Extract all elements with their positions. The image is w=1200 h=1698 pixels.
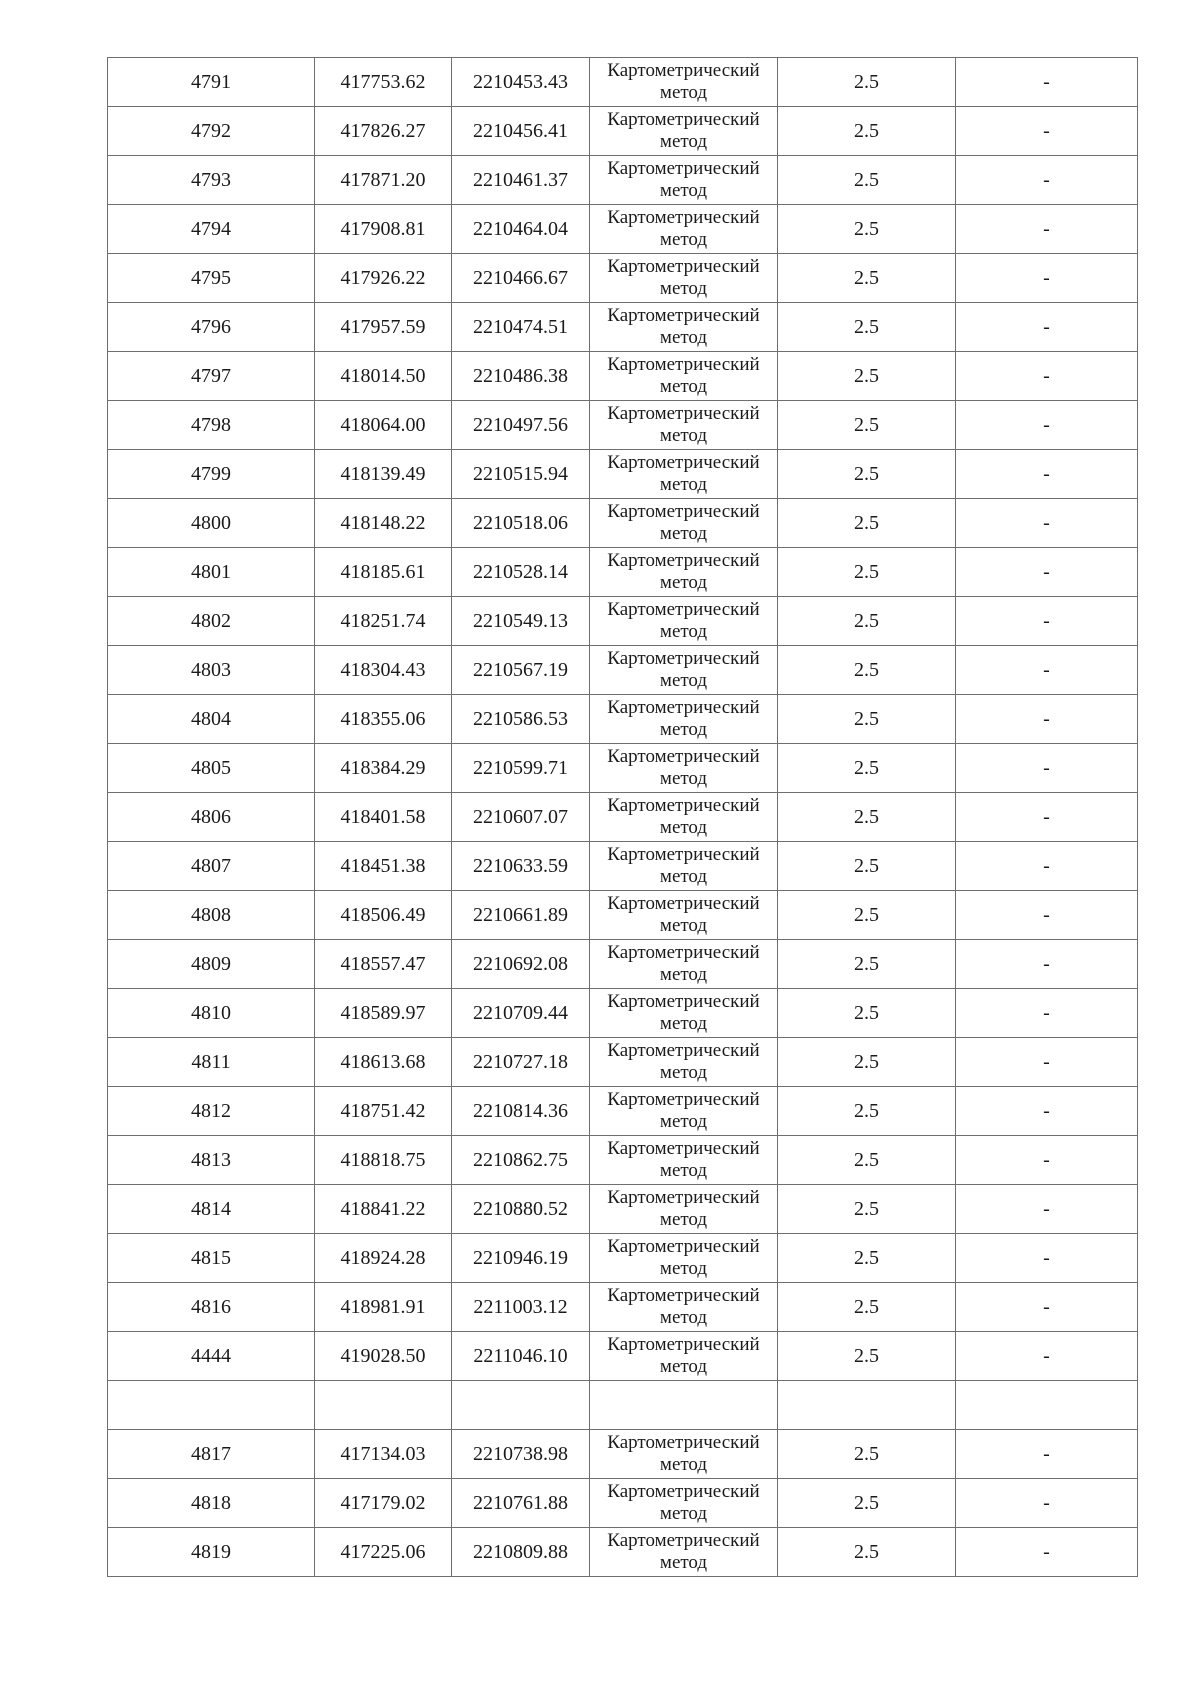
method-cell: Картометрический метод (590, 1234, 778, 1283)
x-coordinate-cell: 418818.75 (315, 1136, 452, 1185)
method-cell: Картометрический метод (590, 1283, 778, 1332)
x-coordinate-cell: 417908.81 (315, 205, 452, 254)
x-coordinate-cell: 417225.06 (315, 1528, 452, 1577)
method-cell: Картометрический метод (590, 1479, 778, 1528)
point-number-cell: 4809 (108, 940, 315, 989)
table-row (108, 107, 1138, 156)
y-coordinate-cell: 2210528.14 (452, 548, 590, 597)
method-cell: Картометрический метод (590, 58, 778, 107)
method-cell: Картометрический метод (590, 254, 778, 303)
table-row (108, 1136, 1138, 1185)
point-number-cell: 4815 (108, 1234, 315, 1283)
note-cell: - (956, 58, 1138, 107)
x-coordinate-cell: 418981.91 (315, 1283, 452, 1332)
note-cell: - (956, 1283, 1138, 1332)
note-cell: - (956, 891, 1138, 940)
method-cell: Картометрический метод (590, 352, 778, 401)
y-coordinate-cell: 2210738.98 (452, 1430, 590, 1479)
accuracy-cell: 2.5 (778, 499, 956, 548)
table-row (108, 499, 1138, 548)
table-row (108, 744, 1138, 793)
x-coordinate-cell: 418185.61 (315, 548, 452, 597)
y-coordinate-cell: 2210515.94 (452, 450, 590, 499)
note-cell: - (956, 1234, 1138, 1283)
table-row (108, 1087, 1138, 1136)
table-row (108, 450, 1138, 499)
x-coordinate-cell: 418355.06 (315, 695, 452, 744)
note-cell: - (956, 1136, 1138, 1185)
method-cell: Картометрический метод (590, 1185, 778, 1234)
note-cell: - (956, 303, 1138, 352)
x-coordinate-cell: 419028.50 (315, 1332, 452, 1381)
x-coordinate-cell: 418014.50 (315, 352, 452, 401)
x-coordinate-cell: 418064.00 (315, 401, 452, 450)
method-cell (590, 1381, 778, 1430)
accuracy-cell: 2.5 (778, 646, 956, 695)
accuracy-cell: 2.5 (778, 548, 956, 597)
point-number-cell: 4795 (108, 254, 315, 303)
y-coordinate-cell: 2210453.43 (452, 58, 590, 107)
table-row (108, 401, 1138, 450)
accuracy-cell: 2.5 (778, 1234, 956, 1283)
y-coordinate-cell: 2210461.37 (452, 156, 590, 205)
method-cell: Картометрический метод (590, 1136, 778, 1185)
note-cell: - (956, 156, 1138, 205)
table-row (108, 58, 1138, 107)
method-cell: Картометрический метод (590, 646, 778, 695)
accuracy-cell: 2.5 (778, 450, 956, 499)
point-number-cell: 4818 (108, 1479, 315, 1528)
x-coordinate-cell: 418506.49 (315, 891, 452, 940)
x-coordinate-cell: 417753.62 (315, 58, 452, 107)
y-coordinate-cell: 2210633.59 (452, 842, 590, 891)
y-coordinate-cell: 2210692.08 (452, 940, 590, 989)
x-coordinate-cell: 418613.68 (315, 1038, 452, 1087)
point-number-cell: 4813 (108, 1136, 315, 1185)
coordinates-table-body (108, 58, 1138, 1577)
accuracy-cell: 2.5 (778, 1038, 956, 1087)
y-coordinate-cell: 2210466.67 (452, 254, 590, 303)
point-number-cell: 4816 (108, 1283, 315, 1332)
table-row (108, 1430, 1138, 1479)
method-cell: Картометрический метод (590, 1528, 778, 1577)
note-cell: - (956, 1332, 1138, 1381)
note-cell: - (956, 499, 1138, 548)
accuracy-cell: 2.5 (778, 1136, 956, 1185)
method-cell: Картометрический метод (590, 940, 778, 989)
y-coordinate-cell: 2210814.36 (452, 1087, 590, 1136)
table-row (108, 1283, 1138, 1332)
method-cell: Картометрический метод (590, 499, 778, 548)
note-cell: - (956, 1430, 1138, 1479)
table-row (108, 597, 1138, 646)
note-cell: - (956, 352, 1138, 401)
note-cell: - (956, 744, 1138, 793)
y-coordinate-cell: 2210809.88 (452, 1528, 590, 1577)
method-cell: Картометрический метод (590, 303, 778, 352)
note-cell (956, 1381, 1138, 1430)
y-coordinate-cell: 2210549.13 (452, 597, 590, 646)
y-coordinate-cell: 2211003.12 (452, 1283, 590, 1332)
table-row (108, 989, 1138, 1038)
point-number-cell: 4807 (108, 842, 315, 891)
point-number-cell: 4804 (108, 695, 315, 744)
y-coordinate-cell: 2210599.71 (452, 744, 590, 793)
x-coordinate-cell: 417134.03 (315, 1430, 452, 1479)
point-number-cell: 4444 (108, 1332, 315, 1381)
table-row (108, 1234, 1138, 1283)
accuracy-cell: 2.5 (778, 1430, 956, 1479)
y-coordinate-cell: 2210464.04 (452, 205, 590, 254)
method-cell: Картометрический метод (590, 1087, 778, 1136)
accuracy-cell: 2.5 (778, 254, 956, 303)
method-cell: Картометрический метод (590, 842, 778, 891)
note-cell: - (956, 1479, 1138, 1528)
y-coordinate-cell: 2210486.38 (452, 352, 590, 401)
point-number-cell: 4814 (108, 1185, 315, 1234)
method-cell: Картометрический метод (590, 597, 778, 646)
point-number-cell: 4806 (108, 793, 315, 842)
accuracy-cell: 2.5 (778, 940, 956, 989)
point-number-cell: 4799 (108, 450, 315, 499)
accuracy-cell: 2.5 (778, 597, 956, 646)
y-coordinate-cell: 2210946.19 (452, 1234, 590, 1283)
accuracy-cell: 2.5 (778, 1332, 956, 1381)
note-cell: - (956, 1185, 1138, 1234)
note-cell: - (956, 107, 1138, 156)
method-cell: Картометрический метод (590, 695, 778, 744)
method-cell: Картометрический метод (590, 1038, 778, 1087)
note-cell: - (956, 597, 1138, 646)
x-coordinate-cell: 418148.22 (315, 499, 452, 548)
x-coordinate-cell: 418841.22 (315, 1185, 452, 1234)
table-row (108, 1185, 1138, 1234)
note-cell: - (956, 450, 1138, 499)
point-number-cell: 4796 (108, 303, 315, 352)
point-number-cell: 4793 (108, 156, 315, 205)
accuracy-cell: 2.5 (778, 1087, 956, 1136)
point-number-cell: 4801 (108, 548, 315, 597)
x-coordinate-cell: 417926.22 (315, 254, 452, 303)
method-cell: Картометрический метод (590, 891, 778, 940)
accuracy-cell: 2.5 (778, 989, 956, 1038)
point-number-cell: 4803 (108, 646, 315, 695)
accuracy-cell: 2.5 (778, 1479, 956, 1528)
point-number-cell: 4791 (108, 58, 315, 107)
x-coordinate-cell: 418751.42 (315, 1087, 452, 1136)
x-coordinate-cell (315, 1381, 452, 1430)
y-coordinate-cell: 2210880.52 (452, 1185, 590, 1234)
table-row (108, 1381, 1138, 1430)
note-cell: - (956, 1528, 1138, 1577)
note-cell: - (956, 1087, 1138, 1136)
point-number-cell: 4792 (108, 107, 315, 156)
x-coordinate-cell: 417957.59 (315, 303, 452, 352)
point-number-cell: 4797 (108, 352, 315, 401)
x-coordinate-cell: 417871.20 (315, 156, 452, 205)
point-number-cell: 4800 (108, 499, 315, 548)
y-coordinate-cell: 2210607.07 (452, 793, 590, 842)
accuracy-cell: 2.5 (778, 1528, 956, 1577)
table-row (108, 695, 1138, 744)
method-cell: Картометрический метод (590, 450, 778, 499)
x-coordinate-cell: 418139.49 (315, 450, 452, 499)
note-cell: - (956, 793, 1138, 842)
point-number-cell: 4810 (108, 989, 315, 1038)
y-coordinate-cell (452, 1381, 590, 1430)
method-cell: Картометрический метод (590, 156, 778, 205)
y-coordinate-cell: 2210497.56 (452, 401, 590, 450)
accuracy-cell: 2.5 (778, 352, 956, 401)
point-number-cell: 4819 (108, 1528, 315, 1577)
y-coordinate-cell: 2211046.10 (452, 1332, 590, 1381)
accuracy-cell (778, 1381, 956, 1430)
point-number-cell: 4794 (108, 205, 315, 254)
accuracy-cell: 2.5 (778, 891, 956, 940)
x-coordinate-cell: 418451.38 (315, 842, 452, 891)
note-cell: - (956, 1038, 1138, 1087)
table-row (108, 205, 1138, 254)
x-coordinate-cell: 418589.97 (315, 989, 452, 1038)
y-coordinate-cell: 2210586.53 (452, 695, 590, 744)
table-row (108, 842, 1138, 891)
x-coordinate-cell: 418384.29 (315, 744, 452, 793)
y-coordinate-cell: 2210862.75 (452, 1136, 590, 1185)
note-cell: - (956, 940, 1138, 989)
x-coordinate-cell: 418304.43 (315, 646, 452, 695)
note-cell: - (956, 695, 1138, 744)
coordinates-table (107, 57, 1138, 1577)
accuracy-cell: 2.5 (778, 1283, 956, 1332)
y-coordinate-cell: 2210456.41 (452, 107, 590, 156)
method-cell: Картометрический метод (590, 744, 778, 793)
method-cell: Картометрический метод (590, 1332, 778, 1381)
y-coordinate-cell: 2210761.88 (452, 1479, 590, 1528)
y-coordinate-cell: 2210727.18 (452, 1038, 590, 1087)
y-coordinate-cell: 2210474.51 (452, 303, 590, 352)
point-number-cell: 4811 (108, 1038, 315, 1087)
accuracy-cell: 2.5 (778, 401, 956, 450)
accuracy-cell: 2.5 (778, 744, 956, 793)
point-number-cell: 4808 (108, 891, 315, 940)
table-row (108, 254, 1138, 303)
accuracy-cell: 2.5 (778, 793, 956, 842)
x-coordinate-cell: 418557.47 (315, 940, 452, 989)
accuracy-cell: 2.5 (778, 107, 956, 156)
table-row (108, 548, 1138, 597)
accuracy-cell: 2.5 (778, 303, 956, 352)
accuracy-cell: 2.5 (778, 695, 956, 744)
method-cell: Картометрический метод (590, 548, 778, 597)
y-coordinate-cell: 2210661.89 (452, 891, 590, 940)
y-coordinate-cell: 2210518.06 (452, 499, 590, 548)
point-number-cell: 4812 (108, 1087, 315, 1136)
note-cell: - (956, 989, 1138, 1038)
note-cell: - (956, 401, 1138, 450)
point-number-cell: 4802 (108, 597, 315, 646)
accuracy-cell: 2.5 (778, 842, 956, 891)
point-number-cell: 4798 (108, 401, 315, 450)
table-row (108, 1332, 1138, 1381)
point-number-cell (108, 1381, 315, 1430)
accuracy-cell: 2.5 (778, 156, 956, 205)
method-cell: Картометрический метод (590, 793, 778, 842)
table-row (108, 156, 1138, 205)
accuracy-cell: 2.5 (778, 58, 956, 107)
table-row (108, 1528, 1138, 1577)
method-cell: Картометрический метод (590, 205, 778, 254)
method-cell: Картометрический метод (590, 107, 778, 156)
table-row (108, 303, 1138, 352)
table-row (108, 793, 1138, 842)
x-coordinate-cell: 417179.02 (315, 1479, 452, 1528)
x-coordinate-cell: 418401.58 (315, 793, 452, 842)
accuracy-cell: 2.5 (778, 205, 956, 254)
table-row (108, 1038, 1138, 1087)
table-row (108, 646, 1138, 695)
y-coordinate-cell: 2210709.44 (452, 989, 590, 1038)
table-row (108, 352, 1138, 401)
y-coordinate-cell: 2210567.19 (452, 646, 590, 695)
table-row (108, 891, 1138, 940)
accuracy-cell: 2.5 (778, 1185, 956, 1234)
table-row (108, 1479, 1138, 1528)
method-cell: Картометрический метод (590, 989, 778, 1038)
note-cell: - (956, 842, 1138, 891)
note-cell: - (956, 254, 1138, 303)
note-cell: - (956, 646, 1138, 695)
x-coordinate-cell: 418251.74 (315, 597, 452, 646)
note-cell: - (956, 548, 1138, 597)
point-number-cell: 4805 (108, 744, 315, 793)
note-cell: - (956, 205, 1138, 254)
table-row (108, 940, 1138, 989)
point-number-cell: 4817 (108, 1430, 315, 1479)
method-cell: Картометрический метод (590, 1430, 778, 1479)
x-coordinate-cell: 417826.27 (315, 107, 452, 156)
method-cell: Картометрический метод (590, 401, 778, 450)
x-coordinate-cell: 418924.28 (315, 1234, 452, 1283)
